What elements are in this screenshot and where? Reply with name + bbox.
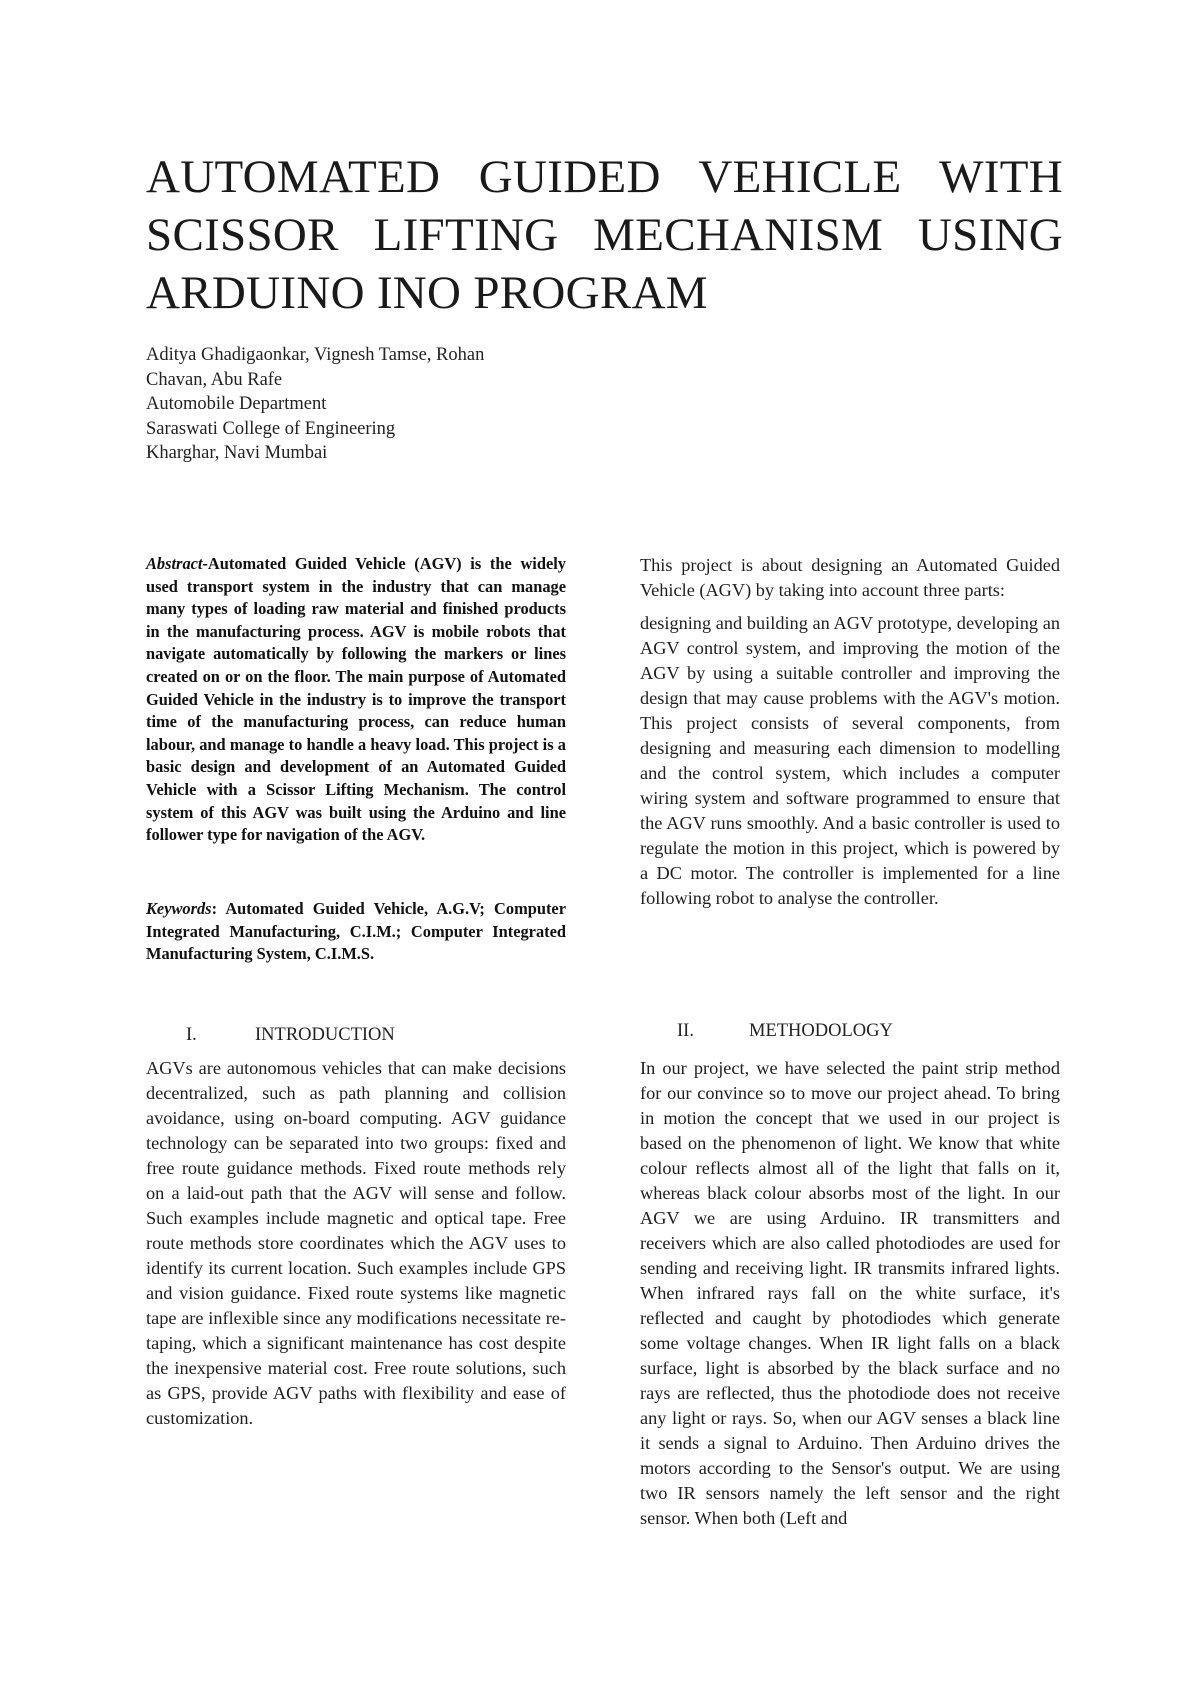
author-names-line-1: Aditya Ghadigaonkar, Vignesh Tamse, Rohan [146, 345, 485, 365]
author-location: Kharghar, Navi Mumbai [146, 443, 328, 464]
right-intro-paragraph-2: designing and building an AGV prototype, developing an AGV control system, and improving the motion of the AGV by using a suitable controller and improving the design that may cause problems with the AGV's motion. This project consists of several components, from designing and measuring each dimension to modelling and the control system, which includes a computer wiring system and software programmed to ensure that the AGV runs smoothly. And a basic controller is used to regulate the motion in this project, which is powered by a DC motor. The controller is implemented for a line following robot to analyse the controller. [640, 613, 1060, 908]
introduction-body [146, 1056, 566, 1431]
author-college: Saraswati College of Engineering [146, 418, 396, 439]
author-block [146, 343, 666, 466]
title-line-3: ARDUINO INO PROGRAM [146, 267, 708, 319]
right-column-intro [640, 553, 1060, 911]
introduction-paragraph: AGVs are autonomous vehicles that can make decisions decentralized, such as path planning and collision avoidance, using on-board computing. AGV guidance technology can be separated into two groups: fixed and free route guidance methods. Fixed route methods rely on a laid-out path that the AGV will sense and follow. Such examples include magnetic and optical tape. Free route methods store coordinates which the AGV uses to identify its current location. Such examples include GPS and vision guidance. Fixed route systems like magnetic tape are inflexible since any modifications necessitate re-taping, which a significant maintenance has cost despite the inexpensive material cost. Free route solutions, such as GPS, provide AGV paths with flexibility and ease of customization. [146, 1058, 566, 1428]
right-intro-paragraph-1: This project is about designing an Automated Guided Vehicle (AGV) by taking into account three parts: [640, 555, 1060, 600]
abstract [146, 553, 566, 847]
keywords-text: Automated Guided Vehicle, A.G.V; Computer Integrated Manufacturing, C.I.M.; Computer Integrated Manufacturing System, C.I.M.S. [146, 899, 566, 964]
author-names-line-2: Chavan, Abu Rafe [146, 369, 283, 390]
abstract-label: Abstract- [146, 554, 208, 573]
methodology-paragraph: In our project, we have selected the paint strip method for our convince so to move our project ahead. To bring in motion the concept that we used in our project is based on the phenomenon of light. We know that white colour reflects almost all of the light that falls on it, whereas black colour absorbs most of the light. In our AGV we are using Arduino. IR transmitters and receivers which are also called photodiodes are used for sending and receiving light. IR transmits infrared lights. When infrared rays fall on the white surface, it's reflected and caught by photodiodes which generate some voltage changes. When IR light falls on a black surface, light is absorbed by the black surface and no rays are reflected, thus the photodiode does not receive any light or rays. So, when our AGV senses a black line it sends a signal to Arduino. Then Arduino drives the motors according to the Sensor's output. We are using two IR sensors namely the left sensor and the right sensor. When both (Left and [640, 1058, 1060, 1528]
title-line-1: AUTOMATED GUIDED VEHICLE WITH [146, 151, 1063, 203]
keywords-label: Keywords [146, 899, 212, 918]
keywords-colon: : [211, 899, 218, 918]
section-title: METHODOLOGY [749, 1021, 893, 1041]
section-title: INTRODUCTION [255, 1025, 395, 1045]
section-number: I. [186, 1025, 197, 1045]
keywords [146, 898, 566, 966]
abstract-text: Automated Guided Vehicle (AGV) is the widely used transport system in the industry that can manage many types of loading raw material and finished products in the manufacturing process. AGV is mobile robots that navigate automatically by following the markers or lines created on or on the floor. The main purpose of Automated Guided Vehicle in the industry is to improve the transport time of the manufacturing process, can reduce human labour, and manage to handle a heavy load. This project is a basic design and development of an Automated Guided Vehicle with a Scissor Lifting Mechanism. The control system of this AGV was built using the Arduino and line follower type for navigation of the AGV. [146, 554, 566, 845]
section-number: II. [677, 1021, 694, 1041]
methodology-body [640, 1056, 1060, 1531]
title-line-2: SCISSOR LIFTING MECHANISM USING [146, 209, 1063, 261]
paper-title [146, 148, 1063, 322]
author-department: Automobile Department [146, 394, 327, 415]
